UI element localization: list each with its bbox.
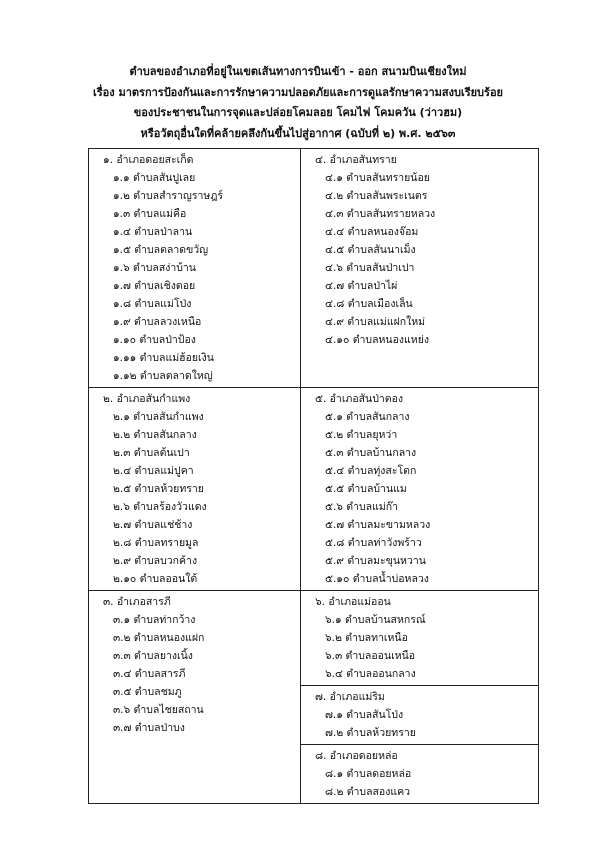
subdistrict-item: ๒.๖ ตำบลร้องวัวแดง (113, 501, 207, 513)
subdistrict-item: ๕.๔ ตำบลทุ่งสะโตก (325, 465, 417, 477)
subdistrict-item: ๑.๑๐ ตำบลป่าป้อง (113, 334, 196, 346)
subdistrict-item: ๔.๓ ตำบลสันทรายหลวง (325, 208, 436, 220)
subdistrict-item: ๔.๗ ตำบลป่าไผ่ (325, 280, 398, 292)
header-line-4: หรือวัตถุอื่นใดที่คล้ายคลึงกันขึ้นไปสู่อากาศ (ฉบับที่ ๒) พ.ศ. ๒๕๖๓ (140, 126, 456, 140)
subdistrict-item: ๑.๙ ตำบลลวงเหนือ (113, 316, 202, 328)
subdistrict-item: ๒.๔ ตำบลแม่ปูคา (113, 465, 194, 477)
subdistrict-item: ๑.๒ ตำบลสำราญราษฎร์ (113, 190, 224, 202)
subdistrict-item: ๓.๖ ตำบลไชยสถาน (113, 704, 204, 716)
district-title: ๑. อำเภอดอยสะเก็ด (103, 154, 194, 166)
district-table (88, 148, 539, 804)
subdistrict-item: ๑.๖ ตำบลสง่าบ้าน (113, 262, 196, 274)
subdistrict-item: ๕.๘ ตำบลท่าวังพร้าว (325, 537, 422, 549)
subdistrict-item: ๔.๑ ตำบลสันทรายน้อย (325, 172, 430, 184)
subdistrict-item: ๕.๙ ตำบลมะขุนหวาน (325, 555, 426, 567)
subdistrict-item: ๗.๑ ตำบลสันโป่ง (325, 709, 404, 721)
table-row (89, 591, 539, 686)
table-row (89, 388, 539, 591)
subdistrict-item: ๘.๑ ตำบลดอยหล่อ (325, 768, 412, 780)
subdistrict-item: ๒.๓ ตำบลต้นเปา (113, 447, 190, 459)
district-cell-right (301, 745, 539, 804)
subdistrict-item: ๕.๕ ตำบลบ้านแม (325, 483, 407, 495)
subdistrict-item: ๔.๖ ตำบลสันป่าเปา (325, 262, 415, 274)
subdistrict-item: ๑.๓ ตำบลแม่คือ (113, 208, 187, 220)
district-title: ๗. อำเภอแม่ริม (315, 691, 385, 703)
subdistrict-item: ๗.๒ ตำบลห้วยทราย (325, 727, 416, 739)
subdistrict-item: ๑.๔ ตำบลป่าลาน (113, 226, 193, 238)
district-cell-left (89, 388, 301, 591)
subdistrict-item: ๖.๑ ตำบลบ้านสหกรณ์ (325, 614, 426, 626)
subdistrict-item: ๑.๕ ตำบลตลาดขวัญ (113, 244, 209, 256)
district-cell-left (89, 591, 301, 804)
district-title: ๔. อำเภอสันทราย (315, 154, 397, 166)
subdistrict-item: ๕.๑๐ ตำบลน้ำบ่อหลวง (325, 573, 429, 585)
subdistrict-item: ๓.๒ ตำบลหนองแฝก (113, 632, 205, 644)
subdistrict-item: ๕.๓ ตำบลบ้านกลาง (325, 447, 417, 459)
district-cell-right (301, 591, 539, 686)
subdistrict-item: ๓.๔ ตำบลสารภี (113, 668, 186, 680)
district-cell-left (89, 149, 301, 388)
subdistrict-item: ๔.๙ ตำบลแม่แฝกใหม่ (325, 316, 426, 328)
subdistrict-item: ๑.๗ ตำบลเชิงดอย (113, 280, 196, 292)
subdistrict-item: ๓.๓ ตำบลยางเนิ้ง (113, 650, 193, 662)
subdistrict-item: ๑.๘ ตำบลแม่โป่ง (113, 298, 192, 310)
district-title: ๒. อำเภอสันกำแพง (103, 393, 191, 405)
subdistrict-item: ๔.๔ ตำบลหนองจ๊อม (325, 226, 419, 238)
subdistrict-item: ๒.๑๐ ตำบลออนใต้ (113, 573, 198, 585)
table-row (89, 149, 539, 388)
subdistrict-item: ๑.๑๑ ตำบลแม่ฮ้อยเงิน (113, 352, 214, 364)
district-title: ๓. อำเภอสารภี (103, 596, 171, 608)
subdistrict-item: ๔.๒ ตำบลสันพระเนตร (325, 190, 428, 202)
subdistrict-item: ๔.๘ ตำบลเมืองเล็น (325, 298, 413, 310)
subdistrict-item: ๑.๑๒ ตำบลตลาดใหญ่ (113, 370, 213, 382)
subdistrict-item: ๕.๑ ตำบลสันกลาง (325, 411, 410, 423)
subdistrict-item: ๓.๕ ตำบลชมภู (113, 686, 182, 698)
subdistrict-item: ๘.๒ ตำบลสองแคว (325, 786, 411, 798)
subdistrict-item: ๑.๑ ตำบลสันปูเลย (113, 172, 196, 184)
subdistrict-item: ๒.๕ ตำบลห้วยทราย (113, 483, 204, 495)
subdistrict-item: ๖.๒ ตำบลทาเหนือ (325, 632, 408, 644)
subdistrict-item: ๓.๑ ตำบลท่ากว้าง (113, 614, 196, 626)
subdistrict-item: ๕.๖ ตำบลแม่ก๊า (325, 501, 399, 513)
header-line-3: ของประชาชนในการจุดและปล่อยโคมลอย โคมไฟ โคมควัน (ว่าวฮม) (133, 106, 463, 119)
subdistrict-item: ๕.๗ ตำบลมะขามหลวง (325, 519, 431, 531)
subdistrict-item: ๒.๘ ตำบลทรายมูล (113, 537, 199, 549)
header-line-2: เรื่อง มาตรการป้องกันและการรักษาความปลอดภัยและการดูแลรักษาความสงบเรียบร้อย (93, 85, 503, 99)
header-line-1: ตำบลของอำเภอที่อยู่ในเขตเส้นทางการบินเข้า - ออก สนามบินเชียงใหม่ (129, 65, 467, 78)
district-cell-right (301, 388, 539, 591)
district-title: ๕. อำเภอสันป่าตอง (315, 393, 404, 405)
subdistrict-item: ๒.๒ ตำบลสันกลาง (113, 429, 197, 441)
district-cell-right (301, 686, 539, 745)
subdistrict-item: ๒.๙ ตำบลบวกค้าง (113, 555, 198, 567)
subdistrict-item: ๓.๗ ตำบลป่าบง (113, 722, 185, 734)
district-title: ๘. อำเภอดอยหล่อ (315, 750, 398, 762)
subdistrict-item: ๒.๗ ตำบลแช่ช้าง (113, 519, 193, 531)
subdistrict-item: ๕.๒ ตำบลยุหว่า (325, 429, 398, 441)
subdistrict-item: ๒.๑ ตำบลสันกำแพง (113, 411, 204, 423)
document-header (0, 62, 596, 144)
subdistrict-item: ๔.๑๐ ตำบลหนองแหย่ง (325, 334, 430, 346)
district-title: ๖. อำเภอแม่ออน (315, 596, 391, 608)
subdistrict-item: ๖.๔ ตำบลออนกลาง (325, 668, 416, 680)
district-cell-right (301, 149, 539, 388)
subdistrict-item: ๔.๕ ตำบลสันนาเม็ง (325, 244, 416, 256)
subdistrict-item: ๖.๓ ตำบลออนเหนือ (325, 650, 416, 662)
